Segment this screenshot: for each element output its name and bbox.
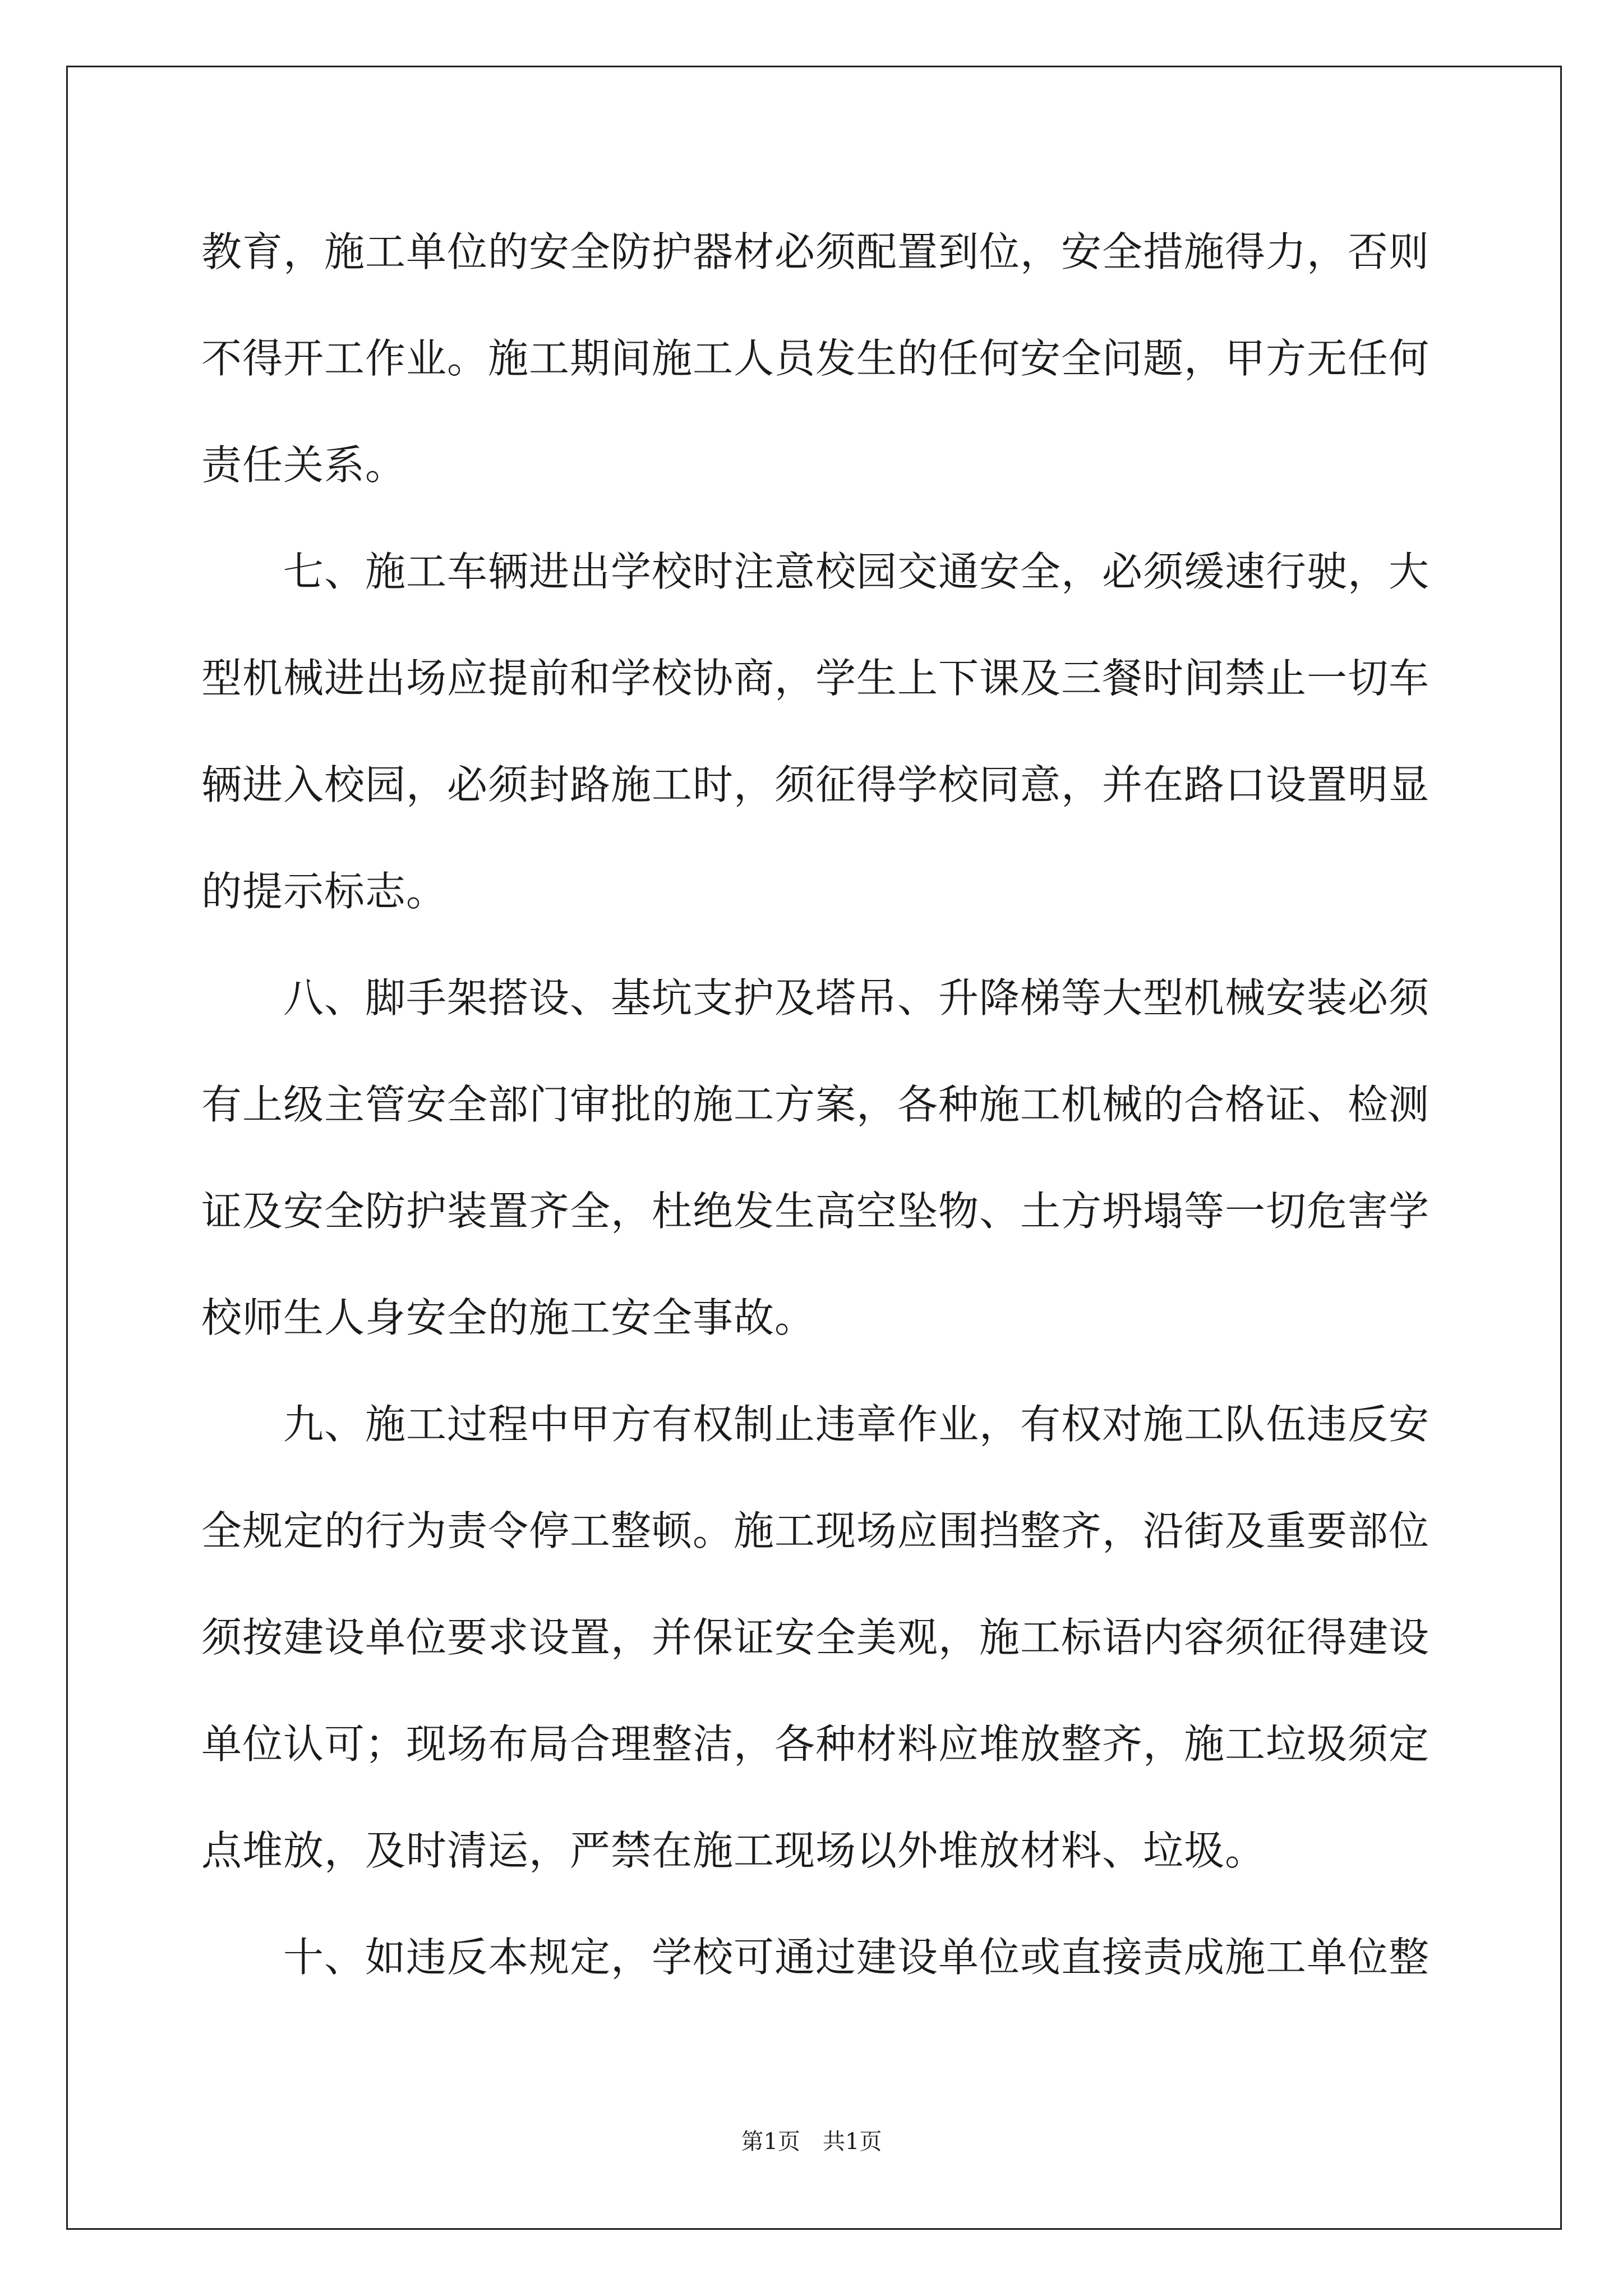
text-line: 全规定的行为责令停工整顿。施工现场应围挡整齐，沿街及重要部位 (201, 1507, 1430, 1554)
paragraph (201, 518, 1435, 945)
paragraph (201, 199, 1435, 518)
text-line: 校师生人身安全的施工安全事故。 (201, 1294, 816, 1341)
paragraph (201, 1371, 1435, 1904)
text-line: 辆进入校园，必须封路施工时，须征得学校同意，并在路口设置明显 (201, 761, 1430, 808)
text-line: 十、如违反本规定，学校可通过建设单位或直接责成施工单位整 (283, 1934, 1430, 1981)
paragraph (201, 1904, 1435, 2010)
text-line: 有上级主管安全部门审批的施工方案，各种施工机械的合格证、检测 (201, 1081, 1430, 1128)
text-line: 单位认可；现场布局合理整洁，各种材料应堆放整齐，施工垃圾须定 (201, 1720, 1430, 1768)
text-line: 不得开工作业。施工期间施工人员发生的任何安全问题，甲方无任何 (201, 335, 1430, 382)
text-line: 证及安全防护装置齐全，杜绝发生高空坠物、土方坍塌等一切危害学 (201, 1188, 1430, 1235)
text-line: 七、施工车辆进出学校时注意校园交通安全，必须缓速行驶，大 (283, 548, 1430, 595)
text-line: 的提示标志。 (201, 868, 448, 915)
text-line: 点堆放，及时清运，严禁在施工现场以外堆放材料、垃圾。 (201, 1827, 1266, 1874)
document-body (201, 199, 1435, 2010)
text-line: 教育，施工单位的安全防护器材必须配置到位，安全措施得力，否则 (201, 228, 1430, 275)
page-number-footer: 第1页 共1页 (741, 2129, 882, 2155)
paragraph (201, 945, 1435, 1371)
text-line: 型机械进出场应提前和学校协商，学生上下课及三餐时间禁止一切车 (201, 655, 1430, 702)
text-line: 责任关系。 (201, 441, 407, 489)
text-line: 八、脚手架搭设、基坑支护及塔吊、升降梯等大型机械安装必须 (283, 974, 1430, 1022)
text-line: 九、施工过程中甲方有权制止违章作业，有权对施工队伍违反安 (283, 1401, 1430, 1448)
text-line: 须按建设单位要求设置，并保证安全美观，施工标语内容须征得建设 (201, 1614, 1430, 1661)
